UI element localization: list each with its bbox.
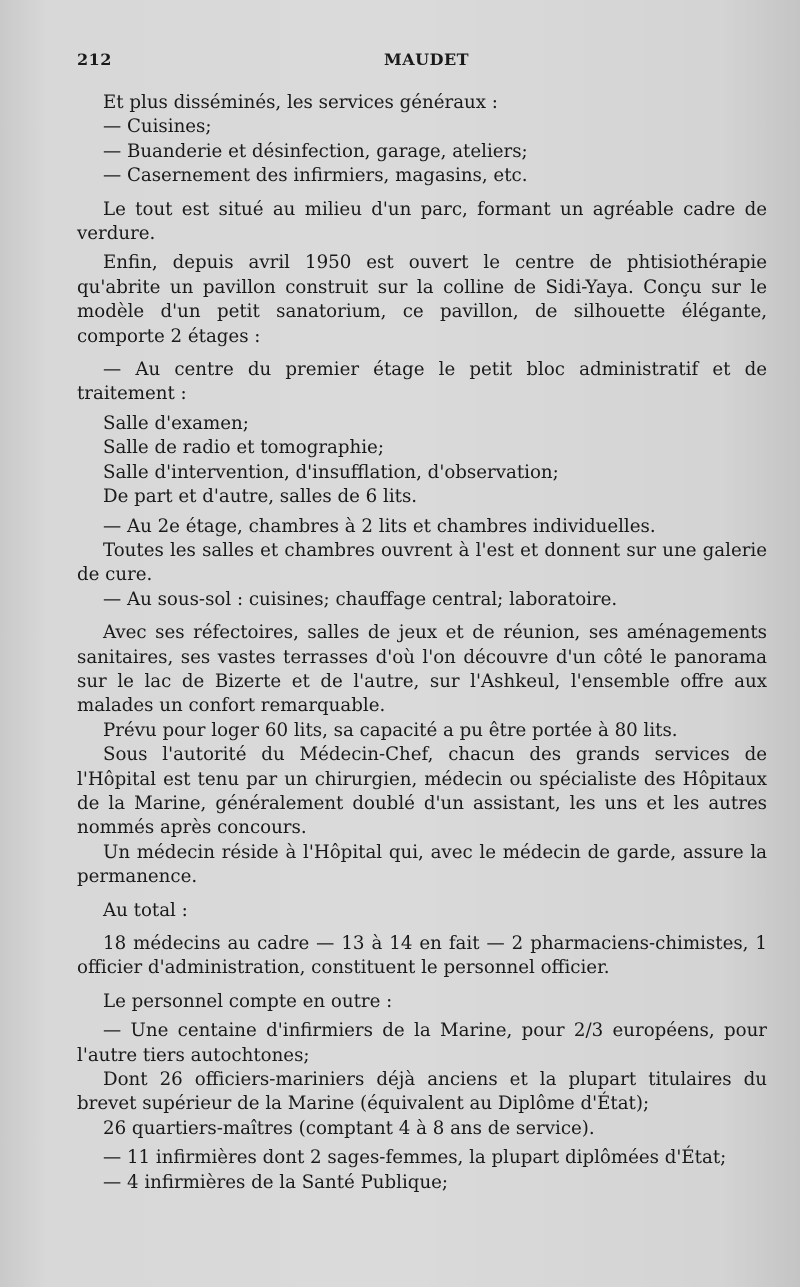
paragraph: Enfin, depuis avril 1950 est ouvert le centre de phtisiothérapie qu'abrite un pavillon construit sur la colline de Sidi-Yaya. Conçu sur le modèle d'un petit sanatorium, ce pavillon, de silhouette élégante, comporte 2 étages :: [77, 252, 767, 347]
paragraph: Dont 26 officiers-mariniers déjà anciens et la plupart titulaires du brevet supérieur de la Marine (équivalent au Diplôme d'État);: [77, 1069, 767, 1115]
paragraph: Au total :: [103, 899, 188, 921]
paragraph: 26 quartiers-maîtres (comptant 4 à 8 ans de service).: [103, 1117, 595, 1139]
list-item: — Au sous-sol : cuisines; chauffage central; laboratoire.: [103, 588, 618, 610]
paragraph: 18 médecins au cadre — 13 à 14 en fait — 2 pharmaciens-chimistes, 1 officier d'administration, constituent le personnel officier.: [77, 933, 767, 979]
list-item: — Buanderie et désinfection, garage, ateliers;: [103, 140, 528, 162]
list-item: — Cuisines;: [103, 116, 212, 138]
paragraph: Avec ses réfectoires, salles de jeux et de réunion, ses aménagements sanitaires, ses vastes terrasses d'où l'on découvre d'un côté le panorama sur le lac de Bizerte et de l'autre, sur l'Ashkeul, l'ensemble offre aux malades un confort remarquable.: [77, 622, 767, 717]
list-item: De part et d'autre, salles de 6 lits.: [103, 486, 418, 508]
list-item: Salle de radio et tomographie;: [103, 437, 384, 459]
list-item: — Casernement des infirmiers, magasins, etc.: [103, 165, 528, 187]
running-title: MAUDET: [384, 50, 470, 69]
paragraph: Le tout est situé au milieu d'un parc, formant un agréable cadre de verdure.: [77, 198, 767, 245]
list-item: — 4 infirmières de la Santé Publique;: [103, 1171, 449, 1193]
list-item: Salle d'intervention, d'insufflation, d'observation;: [103, 461, 559, 483]
paragraph: Et plus disséminés, les services généraux :: [103, 92, 498, 113]
paragraph: Sous l'autorité du Médecin-Chef, chacun des grands services de l'Hôpital est tenu par un chirurgien, médecin ou spécialiste des Hôpitaux de la Marine, généralement doublé d'un assistant, les uns et les autres nommés après concours.: [77, 744, 767, 839]
list-item: — Au 2e étage, chambres à 2 lits et chambres individuelles.: [103, 515, 656, 537]
list-item: — Une centaine d'infirmiers de la Marine, pour 2/3 européens, pour l'autre tiers autochtones;: [77, 1020, 767, 1066]
page-header: [0, 50, 800, 74]
list-item: Salle d'examen;: [103, 412, 249, 434]
paragraph: Un médecin réside à l'Hôpital qui, avec le médecin de garde, assure la permanence.: [77, 841, 767, 888]
paragraph: Prévu pour loger 60 lits, sa capacité a pu être portée à 80 lits.: [103, 719, 678, 741]
paragraph: Toutes les salles et chambres ouvrent à l'est et donnent sur une galerie de cure.: [77, 539, 767, 586]
page-number: 212: [77, 50, 112, 69]
body-text: [77, 91, 767, 1195]
list-item: — Au centre du premier étage le petit bloc administratif et de traitement :: [77, 359, 767, 405]
paragraph: Le personnel compte en outre :: [103, 990, 393, 1012]
list-item: — 11 infirmières dont 2 sages-femmes, la plupart diplômées d'État;: [103, 1147, 727, 1169]
